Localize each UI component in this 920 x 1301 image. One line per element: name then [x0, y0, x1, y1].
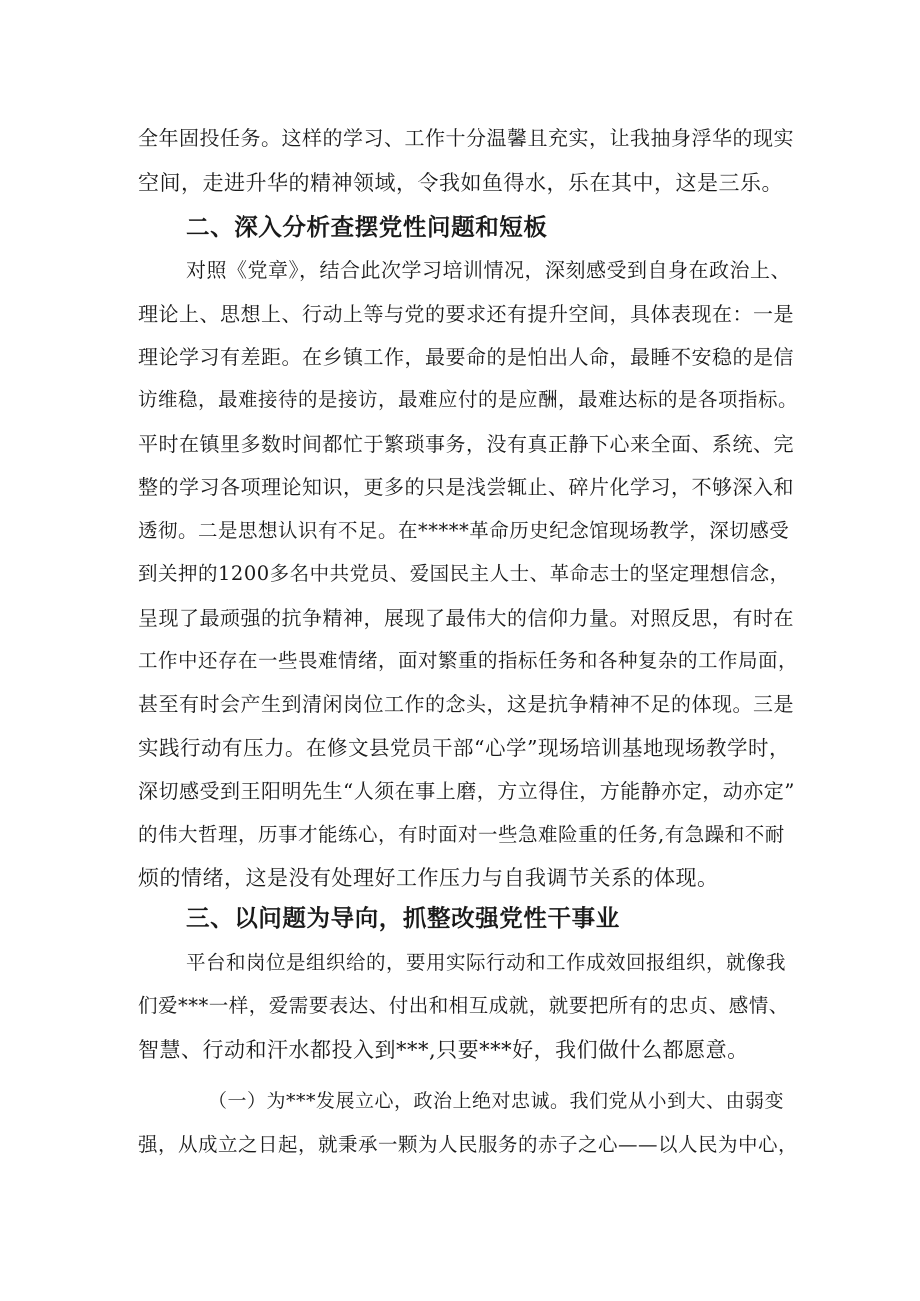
- text-line: 实践行动有压力。在修文县党员干部“心学”现场培训基地现场教学时，: [138, 736, 790, 760]
- text-line: 们爱***一样，爱需要表达、付出和相互成就，就要把所有的忠贞、感情、: [138, 994, 789, 1017]
- text-line: （一）为***发展立心，政治上绝对忠诚。我们党从小到大、由弱变: [208, 1090, 785, 1112]
- text-line: 透彻。二是思想认识有不足。在*****革命历史纪念馆现场教学，深切感受: [138, 519, 790, 542]
- text-line: 理论学习有差距。在乡镇工作，最要命的是怕出人命，最睡不安稳的是信: [138, 345, 794, 369]
- text-line: 平时在镇里多数时间都忙于繁琐事务，没有真正静下心来全面、系统、完: [138, 432, 794, 456]
- text-line: 的伟大哲理，历事才能练心，有时面对一些急难险重的任务,有急躁和不耐: [138, 823, 785, 846]
- text-line: 深切感受到王阳明先生“人须在事上磨，方立得住，方能静亦定，动亦定”: [138, 779, 795, 803]
- text-line: 对照《党章》，结合此次学习培训情况，深刻感受到自身在政治上、: [186, 258, 791, 282]
- text-line: 空间，走进升华的精神领域，令我如鱼得水，乐在其中，这是三乐。: [138, 171, 783, 195]
- text-line: 平台和岗位是组织给的，要用实际行动和工作成效回报组织，就像我: [186, 951, 787, 974]
- text-line: 访维稳，最难接待的是接访，最难应付的是应酬，最难达标的是各项指标。: [138, 388, 799, 411]
- text-line: 全年固投任务。这样的学习、工作十分温馨且充实，让我抽身浮华的现实: [138, 126, 794, 150]
- text-line: 强，从成立之日起，就秉承一颗为人民服务的赤子之心——以人民为中心，: [138, 1133, 799, 1156]
- text-line: 整的学习各项理论知识，更多的只是浅尝辄止、碎片化学习，不够深入和: [138, 475, 794, 499]
- text-line: 工作中还存在一些畏难情绪，面对繁重的指标任务和各种复杂的工作局面，: [138, 649, 799, 672]
- text-line: 甚至有时会产生到清闲岗位工作的念头，这是抗争精神不足的体现。三是: [138, 692, 794, 716]
- text-line: 呈现了最顽强的抗争精神，展现了最伟大的信仰力量。对照反思，有时在: [138, 606, 794, 630]
- section-heading: 三、以问题为导向，抓整改强党性干事业: [186, 904, 620, 932]
- text-line: 理论上、思想上、行动上等与党的要求还有提升空间，具体表现在：一是: [138, 302, 794, 326]
- section-heading: 二、深入分析查摆党性问题和短板: [186, 213, 548, 241]
- text-line: 到关押的1200多名中共党员、爱国民主人士、革命志士的坚定理想信念，: [138, 562, 790, 585]
- text-line: 烦的情绪，这是没有处理好工作压力与自我调节关系的体现。: [138, 866, 719, 890]
- text-line: 智慧、行动和汗水都投入到***,只要***好，我们做什么都愿意。: [138, 1038, 749, 1062]
